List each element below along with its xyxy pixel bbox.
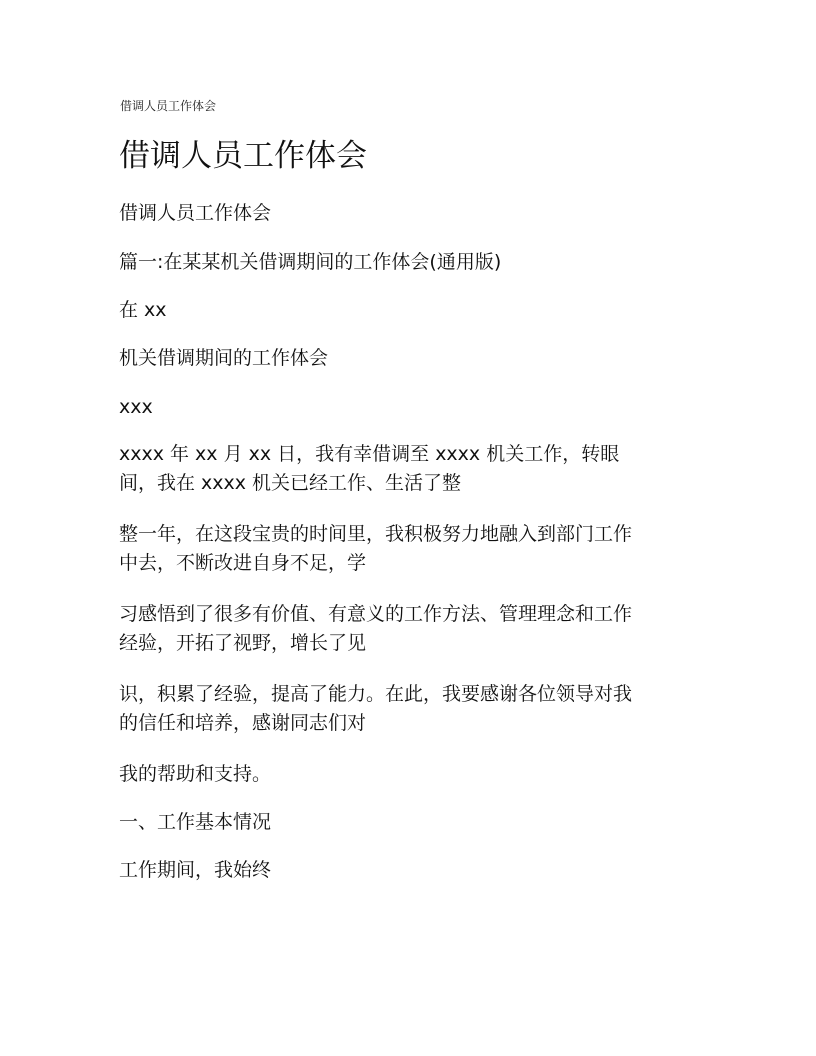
paragraph bbox=[119, 199, 699, 228]
paragraph-line: xxxx 年 xx 月 xx 日，我有幸借调至 xxxx 机关工作，转眼 bbox=[119, 443, 620, 465]
paragraph-line: 借调人员工作体会 bbox=[119, 202, 272, 224]
paragraph-line: 我的帮助和支持。 bbox=[119, 763, 272, 785]
paragraph-line: 工作期间，我始终 bbox=[119, 859, 272, 881]
paragraph bbox=[119, 344, 699, 373]
paragraph bbox=[119, 520, 699, 578]
paragraph bbox=[119, 296, 699, 325]
running-header: 借调人员工作体会 bbox=[120, 99, 217, 113]
paragraph-line: 中去，不断改进自身不足，学 bbox=[119, 552, 367, 574]
document-title: 借调人员工作体会 bbox=[119, 138, 367, 174]
paragraph-line: 整一年，在这段宝贵的时间里，我积极努力地融入到部门工作 bbox=[119, 523, 633, 545]
paragraph bbox=[119, 600, 699, 658]
paragraph-line: 经验，开拓了视野，增长了见 bbox=[119, 632, 367, 654]
paragraph bbox=[119, 856, 699, 885]
section-heading bbox=[119, 808, 699, 837]
paragraph-line: 篇一:在某某机关借调期间的工作体会(通用版) bbox=[119, 251, 502, 273]
paragraph bbox=[119, 393, 699, 422]
paragraph-line: xxx bbox=[119, 396, 153, 418]
paragraph-line: 的信任和培养，感谢同志们对 bbox=[119, 712, 367, 734]
paragraph-line: 机关借调期间的工作体会 bbox=[119, 347, 329, 369]
paragraph-line: 间，我在 xxxx 机关已经工作、生活了整 bbox=[119, 472, 462, 494]
paragraph bbox=[119, 680, 699, 738]
paragraph bbox=[119, 440, 699, 498]
paragraph-line: 习感悟到了很多有价值、有意义的工作方法、管理理念和工作 bbox=[119, 603, 633, 625]
paragraph-line: 识，积累了经验，提高了能力。在此，我要感谢各位领导对我 bbox=[119, 683, 633, 705]
paragraph bbox=[119, 248, 699, 277]
paragraph-line: 在 xx bbox=[119, 299, 167, 321]
paragraph-line: 一、工作基本情况 bbox=[119, 811, 272, 833]
paragraph bbox=[119, 760, 699, 789]
